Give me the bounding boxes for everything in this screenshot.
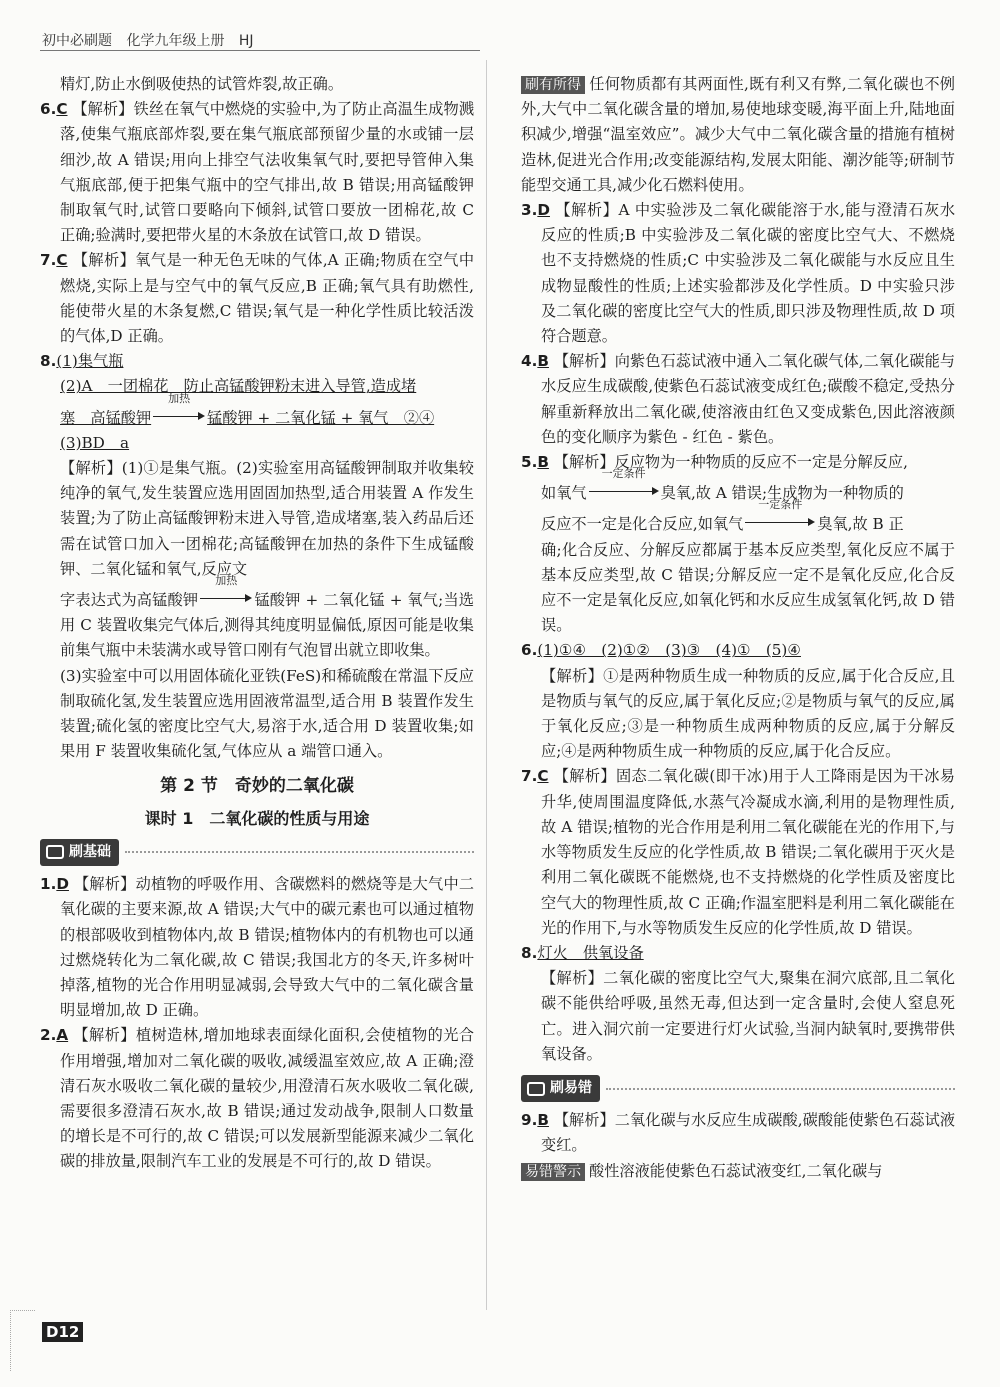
question-number: 4. (521, 352, 538, 371)
subject-name: 化学九年级上册 (126, 33, 225, 49)
edition-code: HJ (238, 33, 254, 49)
question-number: 2. (40, 1026, 57, 1045)
dotted-divider (125, 851, 474, 853)
analysis-tag: 【解析】 (553, 1111, 615, 1130)
answer-9 (521, 1108, 955, 1158)
answer-5-line2 (521, 467, 955, 506)
analysis-text: 【解析】①是两种物质生成一种物质的反应,属于化合反应,且是物质与氧气的反应,属于氧化反应;②是物质与氧气的反应,属于氧化反应;③是一种物质生成两种物质的反应,属于分解反应;④是两种物质生成一种物质的反应,属于化合反应。 (541, 666, 955, 761)
answer-8-part2-line2 (40, 391, 474, 431)
equation-reactant: 塞 高锰酸钾 (60, 408, 152, 427)
answer-3 (521, 198, 955, 349)
header-rule (40, 50, 480, 51)
analysis-text: A 中实验涉及二氧化碳能溶于水,能与澄清石灰水反应的性质;B 中实验涉及二氧化碳的密度比空气大、不燃烧也不支持燃烧的性质;C 中实验涉及二氧化碳能与水反应且生成物显酸性的性质;上述实验都涉及化学性质。D 中实验只涉及二氧化碳的密度比空气大的性质,即只涉及物理性质,故 D 项符合题意。 (541, 201, 956, 346)
analysis-text: 铁丝在氧气中燃烧的实验中,为了防止高温生成物溅落,使集气瓶底部炸裂,要在集气瓶底部预留少量的水或铺一层细沙,故 A 错误;用向上排空气法收集氧气时,要把导管伸入集气瓶底部,便于把集气瓶中的空气排出,故 B 错误;用高锰酸钾制取氧气时,试管口要略向下倾斜,试管口要放一团棉花,故 C 正确;验满时,要把带火星的木条放在试管口,故 D 错误。 (60, 100, 475, 245)
analysis-text: 向紫色石蕊试液中通入二氧化碳气体,二氧化碳能与水反应生成碳酸,使紫色石蕊试液变成红色;碳酸不稳定,受热分解重新释放出二氧化碳,使溶液由红色又变成紫色,因此溶液颜色的变化顺序为紫色 - 红色 - 紫色。 (541, 352, 956, 446)
answer-letter: C (56, 100, 68, 119)
analysis-text: 二氧化碳与水反应生成碳酸,碳酸能使紫色石蕊试液变红。 (541, 1111, 956, 1155)
equation-tail: 臭氧,故 A 错误;生成物为一种物质的 (660, 484, 904, 503)
answer-letter: B (537, 1111, 549, 1130)
analysis-tag: 【解析】 (553, 767, 616, 786)
series-name: 初中必刷题 (42, 33, 112, 49)
question-number: 8. (40, 352, 57, 371)
answer-letter: C (537, 767, 549, 786)
answer-8-part2-line1: (2)A 一团棉花 防止高锰酸钾粉末进入导管,造成堵 (60, 377, 417, 396)
page-corner-mark (10, 1310, 35, 1371)
dotted-divider (606, 1088, 955, 1090)
tip-label: 易错警示 (521, 1163, 585, 1181)
tip-label: 刷有所得 (521, 76, 585, 94)
error-practice-band (521, 1075, 955, 1102)
page-number: D12 (42, 1322, 83, 1342)
question-number: 7. (521, 767, 538, 786)
question-number: 3. (521, 201, 538, 220)
question-number: 7. (40, 251, 57, 270)
answer-8 (40, 349, 474, 764)
reaction-condition: 加热 (168, 391, 191, 405)
analysis-tag: 【解析】 (72, 251, 136, 270)
reaction-condition: 加热 (215, 574, 238, 588)
band-text: 刷基础 (69, 843, 111, 860)
book-icon (46, 845, 64, 859)
lesson-title: 课时 1 二氧化碳的性质与用途 (144, 808, 370, 828)
equation-lead: 反应不一定是化合反应,如氧气 (541, 515, 744, 534)
basic-practice-band (40, 839, 474, 866)
answer-8-analysis-3: (3)实验室中可以用固体硫化亚铁(FeS)和稀硫酸在常温下反应制取硫化氢,发生装置应选用固液常温型,适合用 B 装置作发生装置;硫化氢的密度比空气大,易溶于水,适合用 D 装置收集;如果用 F 装置收集硫化氢,气体应从 a 端管口通入。 (60, 666, 474, 761)
reaction-condition: 一定条件 (601, 467, 646, 481)
tip-text: 任何物质都有其两面性,既有利又有弊,二氧化碳也不例外,大气中二氧化碳含量的增加,易使地球变暖,海平面上升,陆地面积减少,增强“温室效应”。减少大气中二氧化碳含量的措施有植树造林,促进光合作用;改变能源结构,发展太阳能、潮汐能等;研制节能型交通工具,减少化石燃料使用。 (521, 75, 955, 194)
analysis-tag: 【解析】 (553, 352, 615, 371)
equation-products: 锰酸钾 + 二氧化锰 + 氧气 ②④ (207, 408, 435, 427)
answer-letter: D (537, 201, 550, 220)
answer-8-analysis-2 (40, 574, 474, 664)
answer-1 (40, 872, 474, 1023)
answer-letter: B (537, 352, 549, 371)
reaction-condition: 一定条件 (758, 498, 803, 512)
column-divider (486, 60, 487, 1310)
analysis-text: 反应物为一种物质的反应不一定是分解反应, (614, 453, 908, 472)
answer-6-right (521, 638, 955, 764)
answer-8-right (521, 941, 955, 1067)
answer-2 (40, 1023, 474, 1174)
question-number: 6. (40, 100, 57, 119)
answer-letter: B (537, 453, 549, 472)
question-number: 5. (521, 453, 538, 472)
analysis-tag: 【解析】 (72, 100, 134, 119)
analysis-tag: 【解析】 (555, 201, 619, 220)
answer-7 (40, 248, 474, 349)
answer-5-line3 (521, 498, 955, 537)
band-label (40, 839, 119, 866)
equation-lead: 如氧气 (541, 484, 587, 503)
analysis-text: 【解析】二氧化碳的密度比空气大,聚集在洞穴底部,且二氧化碳不能供给呼吸,虽然无毒,但达到一定含量时,会使人窒息死亡。进入洞穴前一定要进行灯火试验,当洞内缺氧时,要携带供氧设备。 (541, 969, 955, 1063)
answer-5 (521, 450, 955, 638)
section-title: 第 2 节 奇妙的二氧化碳 (160, 776, 354, 797)
continued-line: 精灯,防止水倒吸使热的试管炸裂,故正确。 (60, 75, 344, 93)
tip-gains (521, 72, 955, 198)
arrow-icon (589, 487, 659, 495)
reaction-arrow (153, 391, 205, 431)
tip-text: 酸性溶液能使紫色石蕊试液变红,二氧化碳与 (589, 1161, 883, 1180)
answer-8-part3: (3)BD a (60, 433, 130, 452)
left-column (40, 72, 474, 1175)
reaction-arrow (589, 467, 659, 506)
band-label (521, 1075, 600, 1102)
arrow-icon (153, 412, 205, 420)
answer-values: (1)①④ (2)①② (3)③ (4)① (5)④ (537, 641, 801, 660)
tip-error-warning (521, 1159, 955, 1184)
answer-6 (40, 97, 474, 248)
answer-letter: A (56, 1026, 69, 1045)
reaction-arrow (200, 574, 252, 613)
question-number: 6. (521, 641, 538, 660)
analysis-text: 植树造林,增加地球表面绿化面积,会使植物的光合作用增强,增加对二氧化碳的吸收,减缓温室效应,故 A 正确;澄清石灰水吸收二氧化碳的量较少,用澄清石灰水吸收二氧化碳,需要很多澄清石灰水,故 B 错误;通过发动战争,限制人口数量的增长是不可行的,故 C 错误;可以发展新型能源来减少二氧化碳的排放量,限制汽车工业的发展是不可行的,故 D 错误。 (60, 1026, 475, 1171)
question-number: 9. (521, 1111, 538, 1130)
analysis-text: 固态二氧化碳(即干冰)用于人工降雨是因为干冰易升华,使周围温度降低,水蒸气冷凝成水滴,利用的是物理性质,故 A 错误;植物的光合作用是利用二氧化碳能在光的作用下,与水等物质发生反应的化学性质,故 B 错误;二氧化碳用于灭火是利用二氧化碳既不能燃烧,也不支持燃烧的化学性质及密度比空气大的物理性质,故 C 正确;作温室肥料是利用二氧化碳能在光的作用下,与水等物质发生反应的化学性质,故 D 错误。 (541, 767, 955, 937)
answer-8-part1: (1)集气瓶 (56, 352, 124, 371)
answer-values: 灯火 供氧设备 (537, 943, 644, 962)
answer-7-right (521, 764, 955, 940)
equation-lead: 字表达式为高锰酸钾 (60, 591, 199, 610)
book-icon (527, 1082, 545, 1096)
answer-4 (521, 349, 955, 450)
analysis-text: 氧气是一种无色无味的气体,A 正确;物质在空气中燃烧,实际上是与空气中的氧气反应,B 正确;氧气具有助燃性,能使带火星的木条复燃,C 错误;氧气是一种化学性质比较活泼的气体,D 正确。 (60, 251, 475, 346)
arrow-icon (200, 594, 252, 602)
analysis-tag: 【解析】 (74, 875, 136, 894)
equation-tail: 锰酸钾 + 二氧化锰 + 氧气;当选用 C 装置收集完气体后,测得其纯度明显偏低,原因可能是收集前集气瓶中未装满水或导管口刚有气泡冒出就立即收集。 (60, 591, 474, 660)
question-number: 8. (521, 943, 538, 962)
equation-tail: 臭氧,故 B 正 (817, 515, 904, 534)
answer-letter: C (56, 251, 68, 270)
analysis-tag: 【解析】 (553, 453, 615, 472)
reaction-arrow (745, 498, 815, 537)
analysis-text: 动植物的呼吸作用、含碳燃料的燃烧等是大气中二氧化碳的主要来源,故 A 错误;大气中的碳元素也可以通过植物的根部吸收到植物体内,故 B 错误;植物体内的有机物也可以通过燃烧转化为二氧化碳,故 C 错误;我国北方的冬天,许多树叶掉落,植物的光合作用明显减弱,会导致大气中的二氧化碳含量明显增加,故 D 正确。 (60, 875, 475, 1020)
arrow-icon (745, 518, 815, 526)
answer-8-analysis-1: 【解析】(1)①是集气瓶。(2)实验室用高锰酸钾制取并收集较纯净的氧气,发生装置应选用固固加热型,适合用装置 A 作发生装置;为了防止高锰酸钾粉末进入导管,造成堵塞,装入药品后还需在试管口加入一团棉花;高锰酸钾在加热的条件下生成锰酸钾、二氧化锰和氧气,反应文 (60, 459, 474, 578)
answer-letter: D (56, 875, 69, 894)
analysis-tag: 【解析】 (73, 1026, 136, 1045)
right-column (521, 72, 955, 1184)
band-text: 刷易错 (550, 1079, 592, 1096)
page-header (42, 30, 264, 50)
answer-5-line4: 确;化合反应、分解反应都属于基本反应类型,氧化反应不属于基本反应类型,故 C 错误;分解反应一定不是氧化反应,化合反应不一定是氧化反应,如氧化钙和水反应生成氢氧化钙,故 D 错误。 (541, 540, 955, 635)
question-number: 1. (40, 875, 57, 894)
